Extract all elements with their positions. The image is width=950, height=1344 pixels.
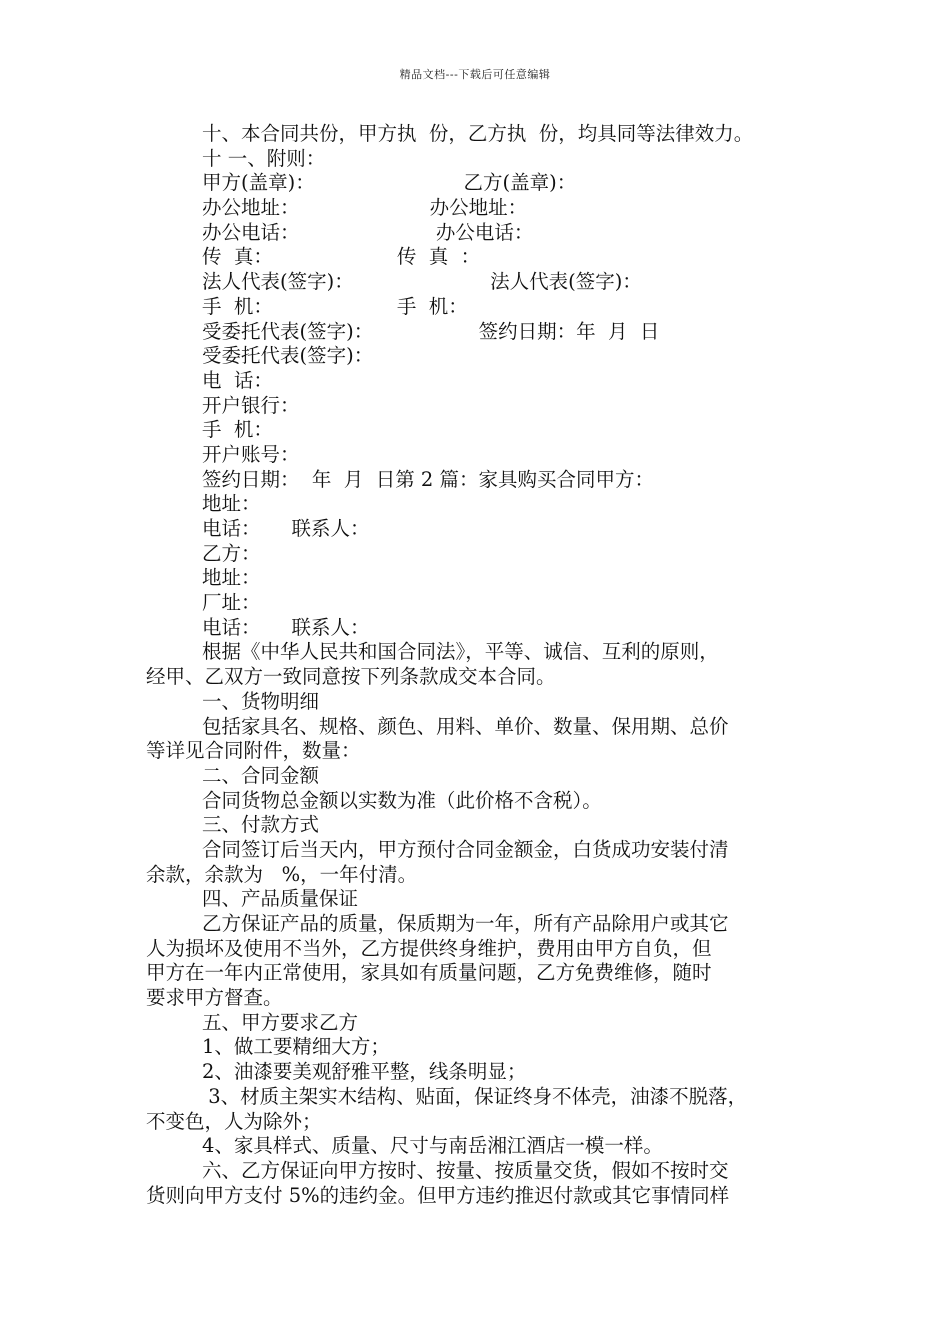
- text-line: 手 机：: [202, 418, 273, 442]
- text-line: 受委托代表(签字)： 签约日期：年 月 日: [202, 319, 660, 343]
- text-line: 十 一、附则：: [202, 146, 326, 170]
- text-line: 法人代表(签字)： 法人代表(签字)：: [202, 270, 642, 294]
- text-line: 1、做工要精细大方；: [202, 1035, 390, 1059]
- text-line: 不变色，人为除外；: [146, 1109, 322, 1133]
- text-line: 受委托代表(签字)：: [202, 344, 374, 368]
- text-line: 签约日期： 年 月 日第 2 篇：家具购买合同甲方：: [202, 467, 654, 491]
- text-line: 电话： 联系人：: [202, 615, 370, 639]
- text-line: 3、材质主架实木结构、贴面，保证终身不体壳，油漆不脱落，: [202, 1084, 748, 1108]
- text-line: 手 机： 手 机：: [202, 294, 468, 318]
- text-line: 电话： 联系人：: [202, 517, 370, 540]
- text-line: 甲方(盖章)： 乙方(盖章)：: [202, 171, 577, 195]
- section-heading: 五、甲方要求乙方: [202, 1010, 359, 1034]
- text-line: 甲方在一年内正常使用，家具如有质量问题，乙方免费维修，随时: [146, 961, 712, 985]
- section-heading: 一、货物明细: [202, 689, 320, 713]
- text-line: 人为损坏及使用不当外，乙方提供终身维护，费用由甲方自负，但: [146, 936, 712, 960]
- text-line: 电 话：: [202, 368, 273, 392]
- text-line: 经甲、乙双方一致同意按下列条款成交本合同。: [146, 665, 556, 689]
- text-line: 4、家具样式、质量、尺寸与南岳湘江酒店一模一样。: [202, 1134, 663, 1158]
- text-line: 办公电话： 办公电话：: [202, 220, 534, 244]
- text-line: 办公地址： 办公地址：: [202, 196, 528, 220]
- section-heading: 三、付款方式: [202, 813, 320, 837]
- text-line: 货则向甲方支付 5%的违约金。但甲方违约推迟付款或其它事情同样: [146, 1183, 730, 1207]
- text-line: 开户银行：: [202, 393, 300, 417]
- document-body: [146, 122, 818, 1208]
- page-header: 精品文档---下载后可任意编辑: [399, 68, 551, 81]
- text-line: 等详见合同附件，数量：: [146, 739, 361, 763]
- text-line: 合同签订后当天内，甲方预付合同金额金，白货成功安装付清: [202, 837, 729, 861]
- section-heading: 四、产品质量保证: [202, 887, 359, 911]
- text-line: 余款，余款为 %，一年付清。: [146, 862, 418, 886]
- text-line: 地址：: [202, 492, 261, 516]
- text-line: 六、乙方保证向甲方按时、按量、按质量交货，假如不按时交: [202, 1158, 729, 1182]
- text-line: 地址：: [202, 566, 261, 590]
- text-line: 厂址：: [202, 591, 261, 615]
- text-line: 合同货物总金额以实数为准（此价格不含税）。: [202, 788, 602, 812]
- section-heading: 二、合同金额: [202, 763, 320, 787]
- text-line: 乙方保证产品的质量，保质期为一年，所有产品除用户或其它: [202, 912, 729, 935]
- text-line: 开户账号：: [202, 442, 300, 466]
- text-line: 传 真： 传 真 ：: [202, 245, 481, 269]
- text-line: 根据《中华人民共和国合同法》，平等、诚信、互利的原则，: [202, 640, 719, 664]
- text-line: 十、本合同共份，甲方执 份，乙方执 份，均具同等法律效力。: [202, 122, 754, 145]
- text-line: 包括家具名、规格、颜色、用料、单价、数量、保用期、总价: [202, 714, 729, 738]
- text-line: 要求甲方督查。: [146, 986, 283, 1010]
- text-line: 2、油漆要美观舒雅平整，线条明显；: [202, 1060, 527, 1084]
- text-line: 乙方：: [202, 541, 261, 565]
